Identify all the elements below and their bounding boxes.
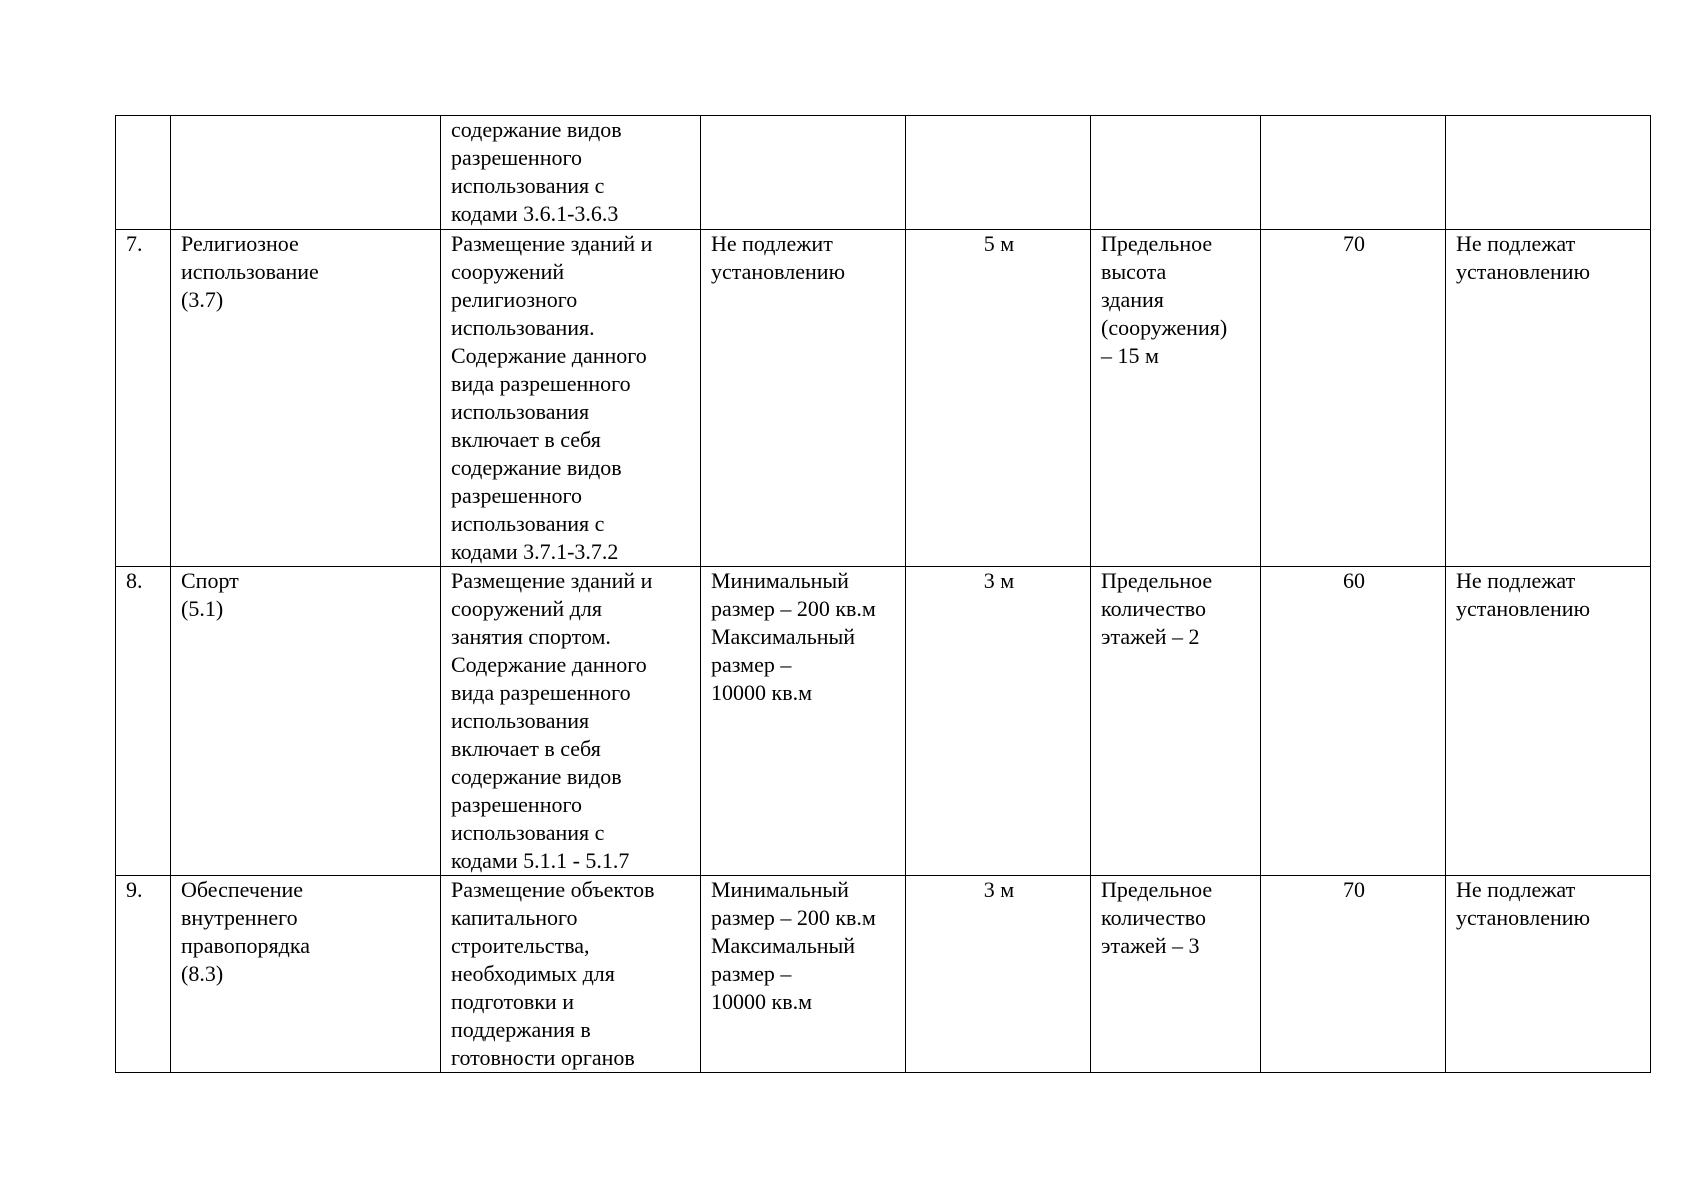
height-limit-cell: Предельное количество этажей – 3 — [1091, 876, 1261, 1073]
land-use-table — [115, 115, 1651, 1073]
use-type-cell: Религиозное использование (3.7) — [171, 230, 441, 567]
height-limit-cell: Предельное количество этажей – 2 — [1091, 567, 1261, 876]
plot-size-cell: Минимальный размер – 200 кв.м Максимальный размер – 10000 кв.м — [701, 567, 906, 876]
row-number-cell: 7. — [116, 230, 171, 567]
description-cell: Размещение зданий и сооружений религиозного использования. Содержание данного вида разрешенного использования включает в себя содержание видов разрешенного использования с кодами 3.7.1-3.7.2 — [441, 230, 701, 567]
coverage-cell — [1261, 116, 1446, 230]
row-number-cell: 8. — [116, 567, 171, 876]
use-type-cell: Обеспечение внутреннего правопорядка (8.3) — [171, 876, 441, 1073]
coverage-cell: 70 — [1261, 876, 1446, 1073]
table-row-8 — [116, 567, 1651, 876]
use-type-cell: Спорт (5.1) — [171, 567, 441, 876]
description-cell: содержание видов разрешенного использования с кодами 3.6.1-3.6.3 — [441, 116, 701, 230]
restrictions-cell: Не подлежат установлению — [1446, 876, 1651, 1073]
setback-cell — [906, 116, 1091, 230]
restrictions-cell: Не подлежат установлению — [1446, 230, 1651, 567]
use-type-cell — [171, 116, 441, 230]
height-limit-cell — [1091, 116, 1261, 230]
row-number-cell: 9. — [116, 876, 171, 1073]
description-cell: Размещение объектов капитального строительства, необходимых для подготовки и поддержания в готовности органов — [441, 876, 701, 1073]
restrictions-cell: Не подлежат установлению — [1446, 567, 1651, 876]
table-row-continuation — [116, 116, 1651, 230]
setback-cell: 5 м — [906, 230, 1091, 567]
plot-size-cell — [701, 116, 906, 230]
coverage-cell: 60 — [1261, 567, 1446, 876]
row-number-cell — [116, 116, 171, 230]
setback-cell: 3 м — [906, 567, 1091, 876]
height-limit-cell: Предельное высота здания (сооружения) – 15 м — [1091, 230, 1261, 567]
setback-cell: 3 м — [906, 876, 1091, 1073]
coverage-cell: 70 — [1261, 230, 1446, 567]
plot-size-cell: Не подлежит установлению — [701, 230, 906, 567]
table-row-7 — [116, 230, 1651, 567]
plot-size-cell: Минимальный размер – 200 кв.м Максимальный размер – 10000 кв.м — [701, 876, 906, 1073]
description-cell: Размещение зданий и сооружений для занятия спортом. Содержание данного вида разрешенного использования включает в себя содержание видов разрешенного использования с кодами 5.1.1 - 5.1.7 — [441, 567, 701, 876]
restrictions-cell — [1446, 116, 1651, 230]
table-row-9 — [116, 876, 1651, 1073]
